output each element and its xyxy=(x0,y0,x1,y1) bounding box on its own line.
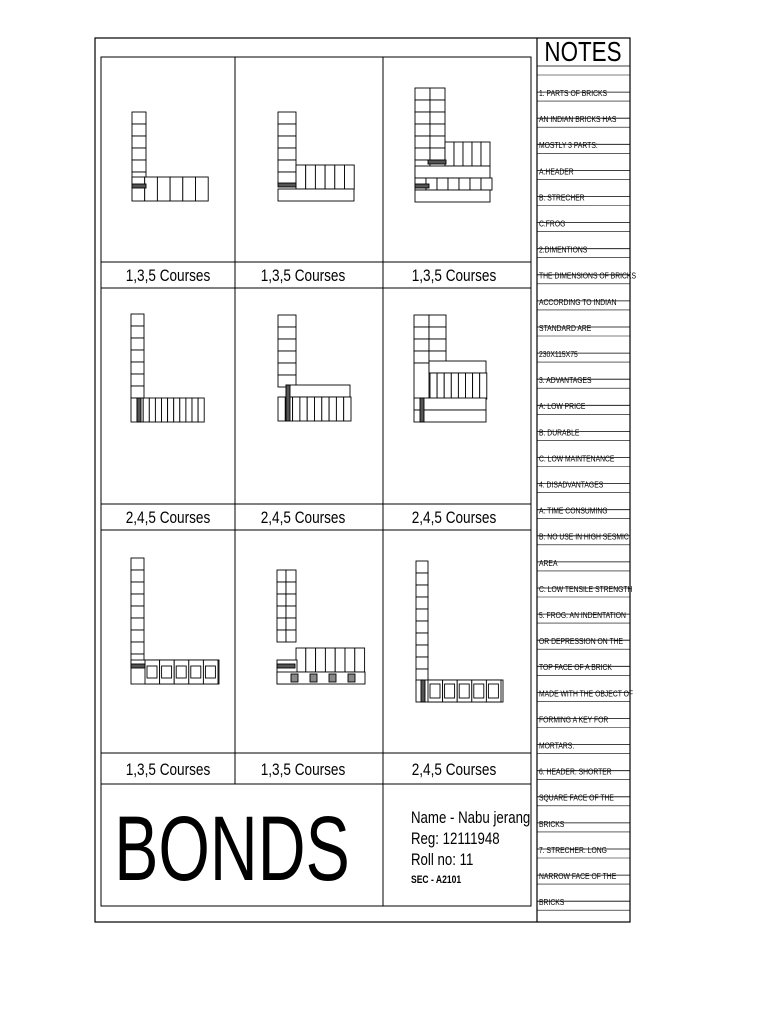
header-brick xyxy=(147,666,157,678)
header-brick xyxy=(437,178,448,190)
course-caption: 1,3,5 Courses xyxy=(125,760,211,780)
header-brick xyxy=(454,142,463,166)
header-brick xyxy=(355,648,365,672)
course-caption: 2,4,5 Courses xyxy=(411,508,497,528)
header-brick xyxy=(474,684,484,698)
stretcher-brick xyxy=(131,606,144,618)
frog-mark xyxy=(310,674,317,682)
header-brick xyxy=(180,398,186,422)
stretcher-brick xyxy=(131,314,144,326)
stretcher-brick xyxy=(132,136,146,148)
stretcher-brick xyxy=(416,561,428,573)
note-line: A: TIME CONSUMING xyxy=(539,505,608,516)
note-line: MORTARS. xyxy=(539,740,575,751)
stretcher-brick xyxy=(414,327,429,339)
course-caption: 1,3,5 Courses xyxy=(260,760,346,780)
stretcher-brick xyxy=(132,148,146,160)
header-brick xyxy=(315,165,325,189)
header-brick xyxy=(176,666,186,678)
header-brick xyxy=(155,398,161,422)
stretcher-brick xyxy=(131,570,144,582)
header-brick xyxy=(300,397,307,421)
header-brick xyxy=(307,397,314,421)
stretcher-brick xyxy=(278,136,296,148)
header-brick xyxy=(149,398,155,422)
stretcher-brick xyxy=(414,398,486,410)
course-caption: 1,3,5 Courses xyxy=(125,266,211,286)
header-brick xyxy=(322,397,329,421)
header-brick xyxy=(345,648,355,672)
course-caption: 1,3,5 Courses xyxy=(411,266,497,286)
header-brick xyxy=(306,165,316,189)
stretcher-brick xyxy=(132,160,146,172)
stretcher-brick xyxy=(414,410,486,422)
note-line: 230X115X75 xyxy=(539,349,578,360)
stretcher-brick xyxy=(131,594,144,606)
header-brick xyxy=(329,397,336,421)
stretcher-brick xyxy=(414,363,429,399)
queen-closer xyxy=(277,664,295,668)
stretcher-brick xyxy=(131,642,144,654)
header-brick xyxy=(470,178,481,190)
stretcher-brick xyxy=(131,362,144,374)
drawing-title: BONDS xyxy=(114,796,350,900)
stretcher-brick xyxy=(430,124,445,136)
header-brick xyxy=(157,177,170,201)
header-brick xyxy=(336,397,343,421)
header-brick xyxy=(132,177,145,201)
note-line: A:HEADER xyxy=(539,166,574,177)
stretcher-brick xyxy=(415,100,430,112)
note-line: C: LOW TENSILE STRENGTH xyxy=(539,584,633,595)
note-line: MADE WITH THE OBJECT OF xyxy=(539,688,634,699)
header-brick xyxy=(448,178,459,190)
note-line: NARROW FACE OF THE xyxy=(539,871,617,882)
stretcher-brick xyxy=(131,386,144,398)
stretcher-brick xyxy=(414,339,429,351)
note-line: 3. ADVANTAGES xyxy=(539,375,592,386)
queen-closer xyxy=(137,398,141,422)
stretcher-brick xyxy=(429,339,446,351)
student-name: Name - Nabu jerang xyxy=(410,808,531,828)
queen-closer xyxy=(278,183,296,187)
stretcher-brick xyxy=(131,350,144,362)
stretcher-brick xyxy=(278,124,296,136)
stretcher-brick xyxy=(430,100,445,112)
header-brick xyxy=(459,684,469,698)
stretcher-brick xyxy=(430,148,445,160)
stretcher-brick xyxy=(278,315,296,327)
stretcher-brick xyxy=(416,669,428,681)
stretcher-brick xyxy=(131,374,144,386)
stretcher-brick xyxy=(278,351,296,363)
note-line: 1. PARTS OF BRICKS xyxy=(539,88,608,99)
stretcher-brick xyxy=(277,582,286,594)
header-brick xyxy=(186,398,192,422)
stretcher-brick xyxy=(131,558,144,570)
stretcher-brick xyxy=(277,630,286,642)
stretcher-brick xyxy=(278,148,296,160)
stretcher-brick xyxy=(415,166,490,178)
header-brick xyxy=(480,373,487,399)
stretcher-brick xyxy=(286,618,296,630)
stretcher-brick xyxy=(132,112,146,124)
note-line: C:FROG xyxy=(539,218,566,229)
stretcher-brick xyxy=(278,172,296,184)
course-caption: 2,4,5 Courses xyxy=(260,508,346,528)
queen-closer xyxy=(131,664,145,668)
stretcher-brick xyxy=(416,645,428,657)
notes-column xyxy=(537,37,636,910)
stretcher-brick xyxy=(277,594,286,606)
header-brick xyxy=(481,142,490,166)
stretcher-brick xyxy=(286,570,296,582)
header-brick xyxy=(143,398,149,422)
note-line: 7. STRECHER: LONG xyxy=(539,845,607,856)
stretcher-brick xyxy=(286,385,350,397)
stretcher-brick xyxy=(277,618,286,630)
stretcher-brick xyxy=(278,160,296,172)
stretcher-brick xyxy=(416,657,428,669)
header-brick xyxy=(296,165,306,189)
header-brick xyxy=(437,373,444,399)
header-brick xyxy=(296,648,306,672)
stretcher-brick xyxy=(278,363,296,375)
header-brick xyxy=(488,684,498,698)
stretcher-brick xyxy=(286,594,296,606)
queen-closer xyxy=(415,184,429,188)
stretcher-brick xyxy=(430,88,445,100)
header-brick xyxy=(192,398,198,422)
header-brick xyxy=(174,398,180,422)
header-brick xyxy=(458,373,465,399)
header-brick xyxy=(170,177,183,201)
note-line: ACCORDING TO INDIAN xyxy=(539,297,617,308)
header-brick xyxy=(325,165,335,189)
stretcher-brick xyxy=(131,630,144,642)
note-line: 5. FROG: AN INDENTATION xyxy=(539,610,626,621)
header-brick xyxy=(316,648,326,672)
queen-closer xyxy=(420,398,424,422)
note-line: MOSTLY 3 PARTS: xyxy=(539,140,598,151)
course-caption: 1,3,5 Courses xyxy=(260,266,346,286)
header-brick xyxy=(463,142,472,166)
stretcher-brick xyxy=(430,136,445,148)
title-block xyxy=(114,796,530,899)
stretcher-brick xyxy=(415,112,430,124)
note-line: THE DIMENSIONS OF BRICKS xyxy=(539,270,636,281)
stretcher-brick xyxy=(429,361,486,373)
note-line: TOP FACE OF A BRICK xyxy=(539,662,612,673)
header-brick xyxy=(191,666,201,678)
stretcher-brick xyxy=(278,327,296,339)
stretcher-brick xyxy=(416,609,428,621)
header-brick xyxy=(183,177,196,201)
stretcher-brick xyxy=(131,338,144,350)
stretcher-brick xyxy=(286,606,296,618)
note-line: BRICKS xyxy=(539,819,565,830)
student-reg: Reg: 12111948 xyxy=(410,829,500,849)
stretcher-brick xyxy=(415,124,430,136)
header-brick xyxy=(145,177,158,201)
student-roll: Roll no: 11 xyxy=(410,850,474,870)
header-brick xyxy=(335,165,345,189)
header-brick xyxy=(315,397,322,421)
stretcher-brick xyxy=(429,327,446,339)
queen-closer xyxy=(421,680,425,702)
stretcher-brick xyxy=(277,570,286,582)
queen-closer xyxy=(132,184,146,188)
stretcher-brick xyxy=(286,630,296,642)
course-caption: 2,4,5 Courses xyxy=(125,508,211,528)
stretcher-brick xyxy=(416,573,428,585)
stretcher-brick xyxy=(415,148,430,160)
stretcher-brick xyxy=(278,339,296,351)
frog-mark xyxy=(348,674,355,682)
stretcher-brick xyxy=(131,326,144,338)
queen-closer xyxy=(286,385,290,421)
note-line: FORMING A KEY FOR xyxy=(539,714,609,725)
header-brick xyxy=(278,397,285,421)
header-brick xyxy=(293,397,300,421)
header-brick xyxy=(472,142,481,166)
header-brick xyxy=(444,373,451,399)
stretcher-brick xyxy=(416,585,428,597)
stretcher-brick xyxy=(416,621,428,633)
header-brick xyxy=(198,398,204,422)
brick-bond-diagrams xyxy=(131,88,503,702)
header-brick xyxy=(344,397,351,421)
stretcher-brick xyxy=(286,582,296,594)
header-brick xyxy=(131,398,137,422)
note-line: 6. HEADER: SHORTER xyxy=(539,766,612,777)
header-brick xyxy=(459,178,470,190)
stretcher-brick xyxy=(131,618,144,630)
note-line: STANDARD ARE xyxy=(539,323,592,334)
note-line: B: NO USE IN HIGH SESMIC xyxy=(539,531,629,542)
stretcher-brick xyxy=(131,582,144,594)
header-brick xyxy=(481,178,492,190)
frog-mark xyxy=(291,674,298,682)
note-line: A: LOW PRICE xyxy=(539,401,586,412)
stretcher-brick xyxy=(429,315,446,327)
stretcher-brick xyxy=(278,112,296,124)
queen-closer xyxy=(428,160,446,164)
header-brick xyxy=(162,666,172,678)
stretcher-brick xyxy=(415,190,490,202)
note-line: OR DEPRESSION ON THE xyxy=(539,636,624,647)
header-brick xyxy=(473,373,480,399)
header-brick xyxy=(430,684,440,698)
header-brick xyxy=(325,648,335,672)
header-brick xyxy=(466,373,473,399)
stretcher-brick xyxy=(132,124,146,136)
stretcher-brick xyxy=(278,189,354,201)
note-line: SQUARE FACE OF THE xyxy=(539,792,614,803)
course-caption: 2,4,5 Courses xyxy=(411,760,497,780)
note-line: BRICKS xyxy=(539,897,565,908)
header-brick xyxy=(451,373,458,399)
header-brick xyxy=(162,398,168,422)
stretcher-brick xyxy=(430,112,445,124)
note-line: B: STRECHER xyxy=(539,192,585,203)
student-section: SEC - A2101 xyxy=(410,874,462,887)
note-line: 4. DISADVANTAGES xyxy=(539,479,604,490)
note-line: C. LOW MAINTENANCE xyxy=(539,453,615,464)
note-line: B: DURABLE xyxy=(539,427,580,438)
header-brick xyxy=(335,648,345,672)
stretcher-brick xyxy=(415,136,430,148)
header-brick xyxy=(196,177,209,201)
note-line: AN INDIAN BRICKS HAS xyxy=(539,114,617,125)
stretcher-brick xyxy=(414,351,429,363)
header-brick xyxy=(445,684,455,698)
stretcher-brick xyxy=(414,315,429,327)
header-brick xyxy=(168,398,174,422)
notes-title: NOTES xyxy=(544,36,622,68)
note-line: AREA xyxy=(539,558,558,569)
header-brick xyxy=(345,165,355,189)
note-line: 2.DIMENTIONS xyxy=(539,244,588,255)
header-brick xyxy=(306,648,316,672)
stretcher-brick xyxy=(416,597,428,609)
frog-mark xyxy=(329,674,336,682)
header-brick xyxy=(430,373,437,399)
stretcher-brick xyxy=(415,88,430,100)
stretcher-brick xyxy=(277,606,286,618)
header-brick xyxy=(205,666,215,678)
stretcher-brick xyxy=(416,633,428,645)
